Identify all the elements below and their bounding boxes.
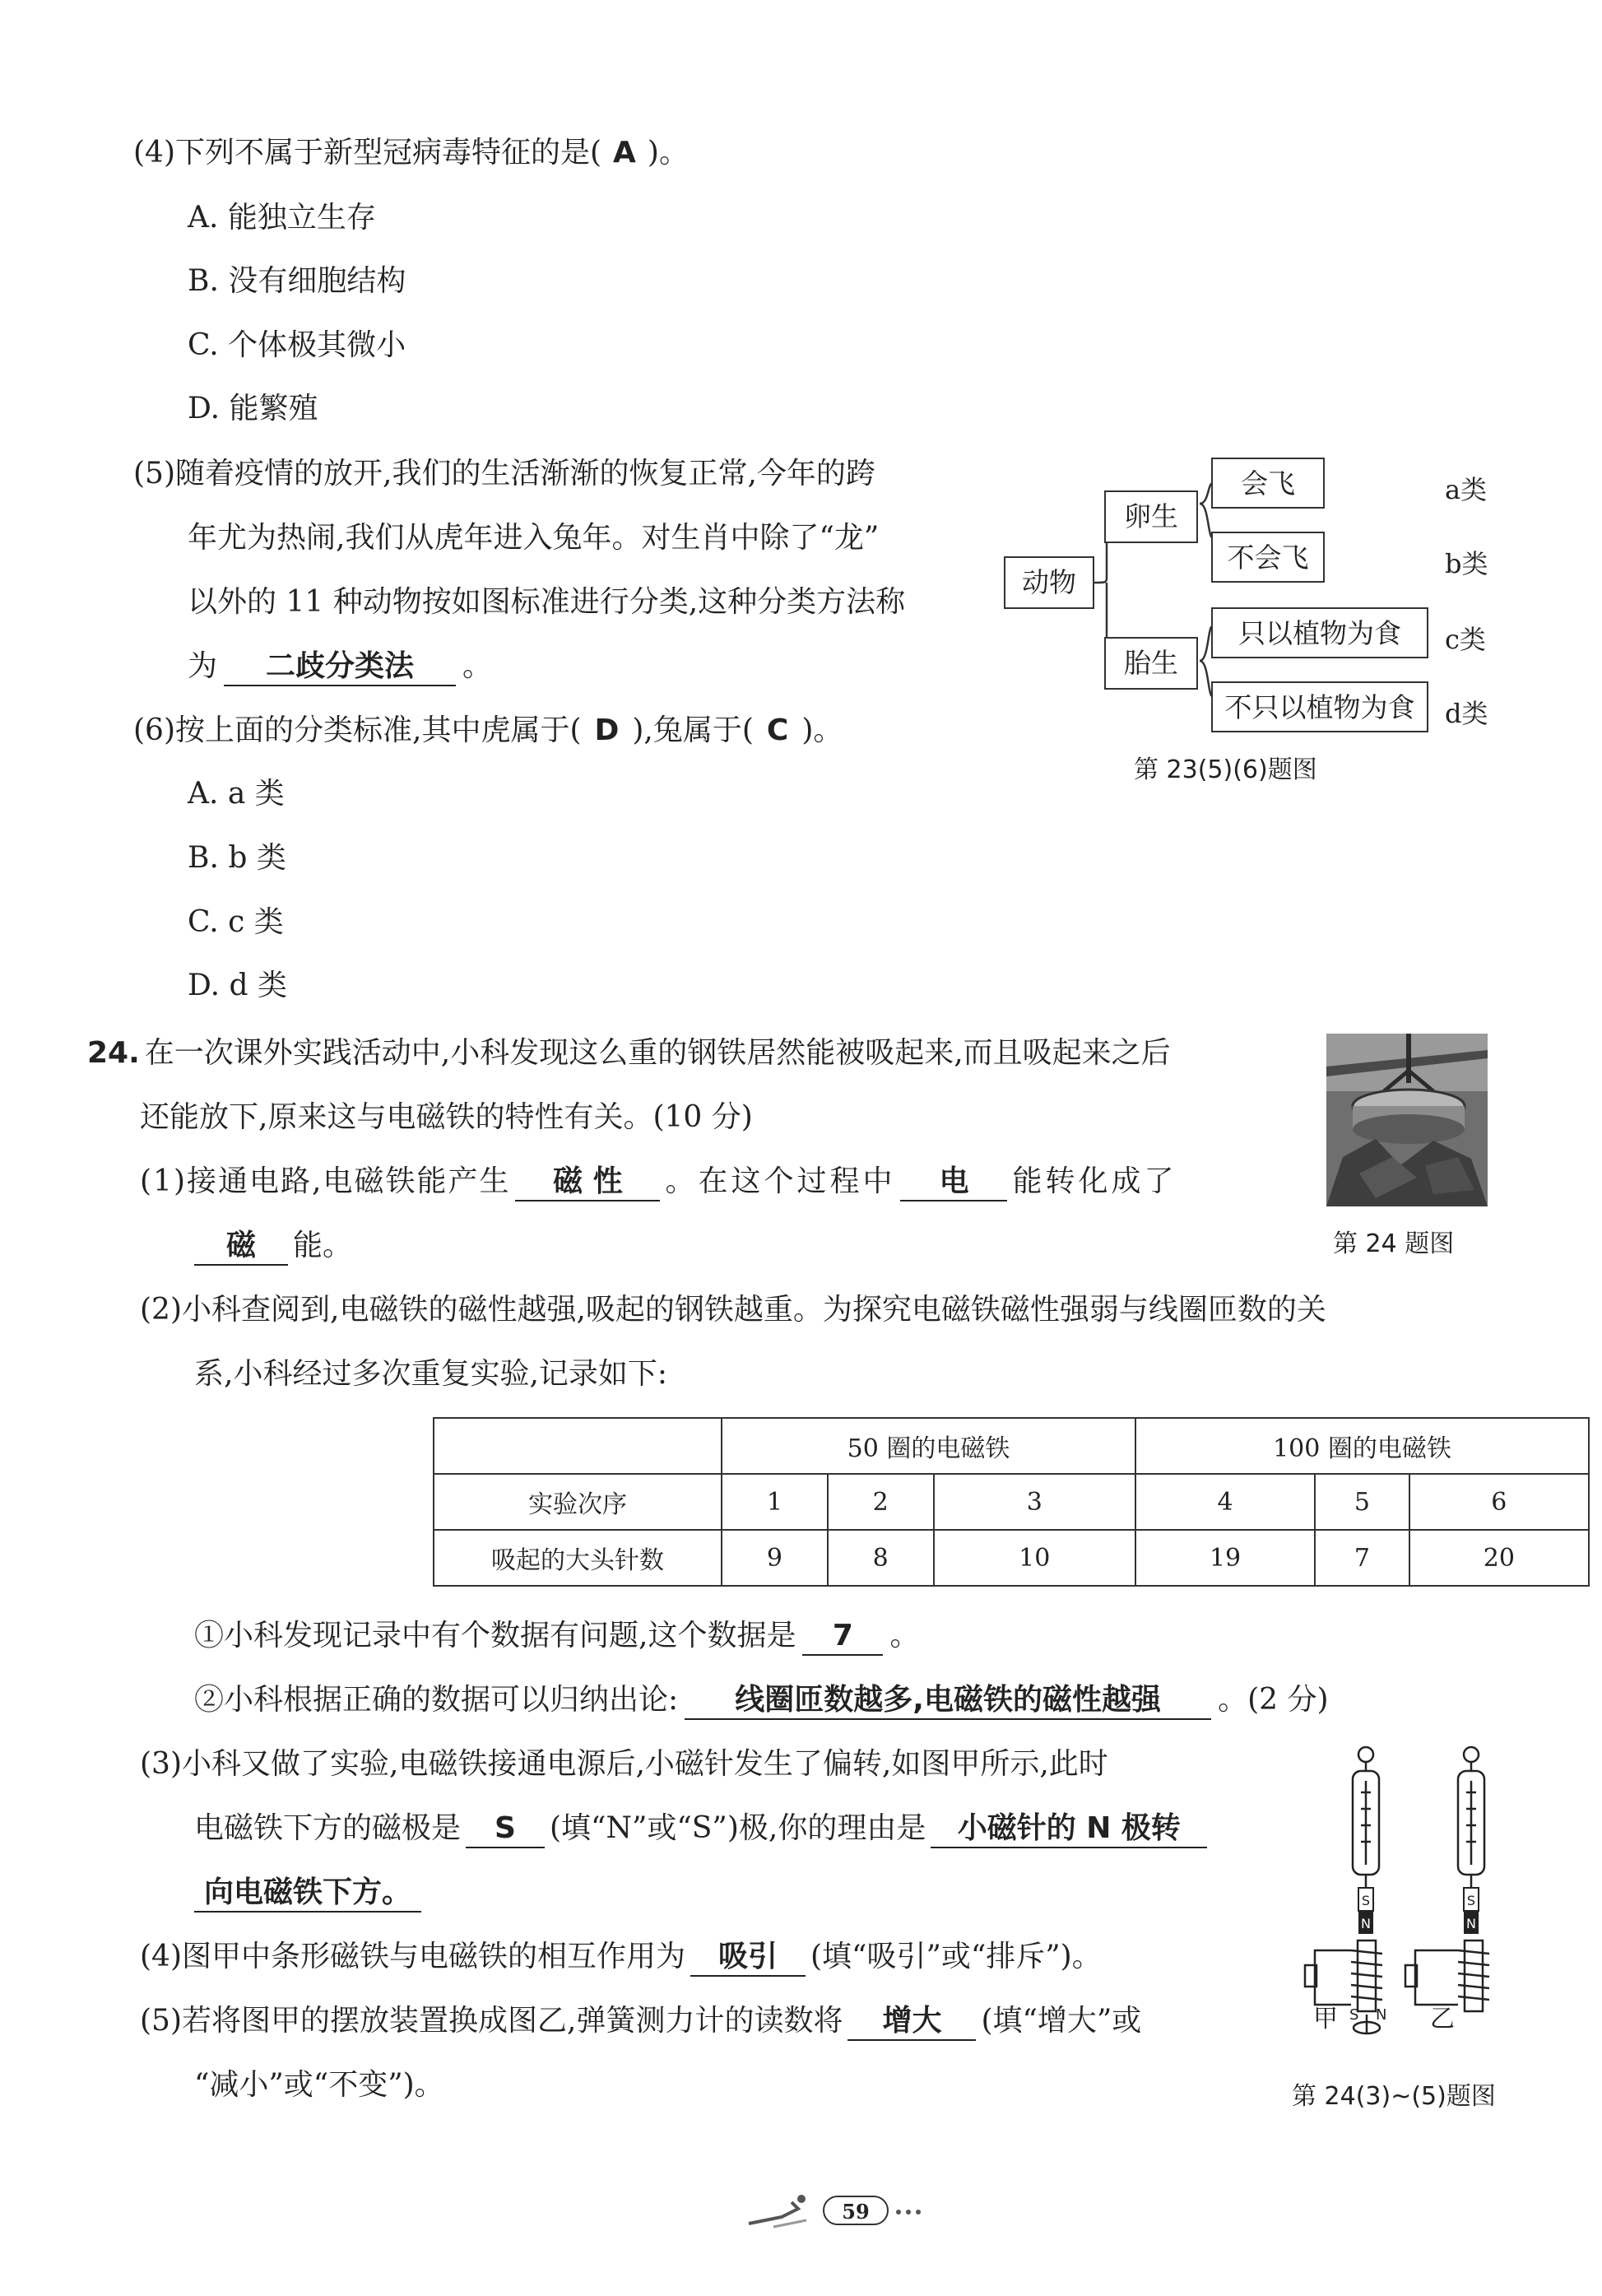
q24-3-answer-reason-cont: 向电磁铁下方。: [194, 1878, 421, 1913]
q23-4-answer: A: [613, 136, 636, 170]
diagram-class-a: a类: [1445, 474, 1488, 505]
q23-4-option-c: C. 个体极其微小: [188, 328, 406, 362]
table-corner-cell: [434, 1418, 722, 1474]
q24-3-line3: [194, 1875, 421, 1913]
table-row: [434, 1474, 1589, 1530]
q23-6-option-b: B. b 类: [188, 841, 286, 875]
table-cell: 3: [934, 1474, 1135, 1530]
table-cell: 2: [828, 1474, 934, 1530]
diagram-leaf-no-fly: 不会飞: [1211, 532, 1325, 583]
q24-4-line: (4)图甲中条形磁铁与电磁铁的相互作用为 吸引 (填“吸引”或“排斥”)。: [140, 1942, 1102, 1977]
q23-5-line3: 以外的 11 种动物按如图标准进行分类,这种分类方法称: [188, 585, 906, 619]
q24-3-answer-reason: 小磁针的 N 极转: [931, 1814, 1207, 1848]
table-cell: 5: [1315, 1474, 1409, 1530]
photo-caption: 第 24 题图: [1333, 1229, 1455, 1258]
table-row-label-order: 实验次序: [434, 1474, 722, 1530]
magnet-yi-n-label: N: [1466, 1916, 1476, 1931]
page-number-badge: [741, 2184, 938, 2233]
q24-1-line2: 磁 能。: [194, 1231, 352, 1266]
q24-4-answer: 吸引: [690, 1942, 806, 1977]
table-row: [434, 1418, 1589, 1474]
table-group-100: 100 圈的电磁铁: [1135, 1418, 1589, 1474]
q23-5-answer-blank: 二歧分类法: [224, 652, 456, 686]
diagram-class-c: c类: [1445, 624, 1486, 655]
q23-4-option-b: B. 没有细胞结构: [188, 264, 406, 298]
diagram-class-d: d类: [1445, 698, 1488, 729]
q24-5-line1: (5)若将图甲的摆放装置换成图乙,弹簧测力计的读数将 增大 (填“增大”或: [140, 2006, 1141, 2041]
q24-intro-line2: 还能放下,原来这与电磁铁的特性有关。(10 分): [140, 1100, 753, 1134]
electromagnet-photo-art: [1326, 1034, 1488, 1206]
q23-4-stem: (4)下列不属于新型冠病毒特征的是( A )。: [133, 136, 689, 170]
magnet-yi-s-label: S: [1466, 1893, 1476, 1908]
table-cell: 20: [1409, 1530, 1589, 1586]
apparatus-drawing: [1290, 1743, 1537, 2039]
q23-6-option-a: A. a 类: [188, 777, 285, 811]
q23-6-answer2: C: [766, 713, 789, 747]
page-number: 59: [823, 2196, 889, 2225]
q23-6-option-d: D. d 类: [188, 969, 287, 1002]
diagram-root-node: 动物: [1004, 556, 1094, 609]
q24-3-line2: 电磁铁下方的磁极是 S (填“N”或“S”)极,你的理由是 小磁针的 N 极转: [194, 1814, 1207, 1848]
q23-6-option-c: C. c 类: [188, 905, 284, 939]
q23-4-option-d: D. 能繁殖: [188, 392, 318, 425]
q24-1-answer-electric: 电: [900, 1167, 1007, 1201]
compass-s-label: S: [1349, 2006, 1359, 2024]
magnet-jia-s-label: S: [1361, 1893, 1371, 1908]
q23-4-option-a: A. 能独立生存: [188, 201, 376, 235]
apparatus-label-yi: 乙: [1430, 2005, 1455, 2033]
q23-5-line2: 年尤为热闹,我们从虎年进入兔年。对生肖中除了“龙”: [188, 521, 880, 555]
diagram-leaf-herbivore: 只以植物为食: [1211, 607, 1428, 658]
table-group-50: 50 圈的电磁铁: [722, 1418, 1135, 1474]
compass-n-label: N: [1376, 2006, 1387, 2024]
table-cell: 6: [1409, 1474, 1589, 1530]
diagram-class-b: b类: [1445, 548, 1488, 579]
q24-2-line2: 系,小科经过多次重复实验,记录如下:: [194, 1357, 668, 1391]
table-row-label-pins: 吸起的大头针数: [434, 1530, 722, 1586]
magnet-jia-n-label: N: [1361, 1916, 1371, 1931]
table-cell: 10: [934, 1530, 1135, 1586]
q24-1-answer-magnetic: 磁: [194, 1231, 288, 1266]
diagram-leaf-not-only-plants: 不只以植物为食: [1211, 681, 1428, 732]
q23-6-answer1: D: [594, 713, 620, 747]
q24-5-answer: 增大: [847, 2006, 976, 2041]
diagram-caption: 第 23(5)(6)题图: [1134, 755, 1317, 784]
table-cell: 19: [1135, 1530, 1315, 1586]
diagram-leaf-fly: 会飞: [1211, 458, 1325, 509]
table-cell: 9: [722, 1530, 828, 1586]
table-row: [434, 1530, 1589, 1586]
q23-6-stem: (6)按上面的分类标准,其中虎属于( D ),兔属于( C )。: [133, 713, 843, 747]
q24-5-line2: “减小”或“不变”)。: [194, 2068, 444, 2102]
diagram-node-oviparous: 卵生: [1104, 490, 1198, 543]
table-cell: 1: [722, 1474, 828, 1530]
q24-1-line1: (1)接通电路,电磁铁能产生 磁 性 。在这个过程中 电 能转化成了: [140, 1167, 1177, 1201]
q24-2-conclusion2: ②小科根据正确的数据可以归纳出论: 线圈匝数越多,电磁铁的磁性越强 。(2 分): [194, 1685, 1329, 1720]
q24-number: 24.: [87, 1036, 140, 1070]
q23-5-line4: 为 二歧分类法 。: [188, 652, 492, 686]
table-cell: 7: [1315, 1530, 1409, 1586]
experiment-table: [433, 1417, 1590, 1587]
table-cell: 8: [828, 1530, 934, 1586]
q23-5-line1: (5)随着疫情的放开,我们的生活渐渐的恢复正常,今年的跨: [133, 457, 875, 490]
q24-3-answer-pole: S: [466, 1814, 545, 1848]
q24-2-conclusion1: ①小科发现记录中有个数据有问题,这个数据是 7 。: [194, 1621, 919, 1656]
q24-3-line1: (3)小科又做了实验,电磁铁接通电源后,小磁针发生了偏转,如图甲所示,此时: [140, 1747, 1108, 1781]
q24-2-line1: (2)小科查阅到,电磁铁的磁性越强,吸起的钢铁越重。为探究电磁铁磁性强弱与线圈匝数的关: [140, 1293, 1326, 1327]
q24-2-answer-conclusion: 线圈匝数越多,电磁铁的磁性越强: [685, 1685, 1211, 1720]
table-cell: 4: [1135, 1474, 1315, 1530]
electromagnet-photo: [1326, 1034, 1488, 1206]
diagram-node-viviparous: 胎生: [1104, 637, 1198, 690]
q24-2-answer-bad-data: 7: [802, 1621, 883, 1656]
apparatus-caption: 第 24(3)~(5)题图: [1292, 2082, 1496, 2111]
q24-1-answer-magnetism: 磁 性: [515, 1167, 660, 1201]
apparatus-label-jia: 甲: [1313, 2005, 1338, 2033]
q24-intro-line1: 24. 在一次课外实践活动中,小科发现这么重的钢铁居然能被吸起来,而且吸起来之后: [87, 1036, 1171, 1070]
